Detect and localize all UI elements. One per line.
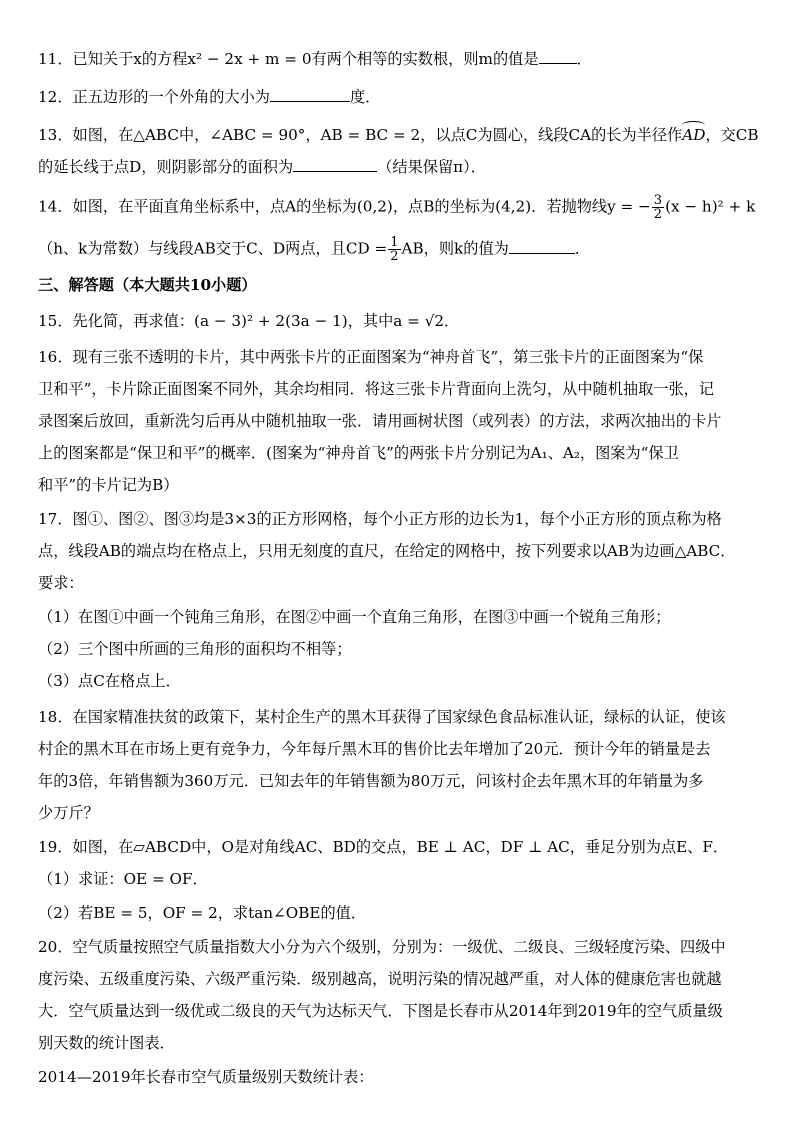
question-19-line-1: 19．如图，在▱ABCD中，O是对角线AC、BD的交点，BE ⊥ AC，DF ⊥ AC，垂足分别为点E、F． xyxy=(38,838,729,856)
question-17-line-4: （1）在图①中画一个钝角三角形，在图②中画一个直角三角形，在图③中画一个锐角三角形； xyxy=(38,608,671,626)
question-16-line-3: 录图案后放回，重新洗匀后再从中随机抽取一张．请用画树状图（或列表）的方法，求两次抽出的卡片 xyxy=(38,412,722,430)
question-16-line-4: 上的图案都是“保卫和平”的概率．(图案为“神舟首飞”的两张卡片分别记为A₁、A₂，图案为“保卫 xyxy=(38,444,679,462)
section-3-heading: 三、解答题（本大题共10小题） xyxy=(38,276,257,294)
answer-blank xyxy=(539,49,577,64)
question-13-line-1: 13．如图，在△ABC中，∠ABC = 90°，AB = BC = 2，以点C为圆心，线段CA的长为半径作AD，交CB xyxy=(38,126,759,144)
question-14-line-2: （h、k为常数）与线段AB交于C、D两点，且CD = $\frac{1}{2}$ AB，则k的值为 ． xyxy=(38,235,591,264)
arc-ad: AD xyxy=(682,126,706,144)
question-17-line-3: 要求： xyxy=(38,574,84,592)
question-16-line-1: 16．现有三张不透明的卡片，其中两张卡片的正面图案为“神舟首飞”，第三张卡片的正面图案为“保 xyxy=(38,348,704,366)
question-20-line-1: 20．空气质量按照空气质量指数大小分为六个级别，分别为：一级优、二级良、三级轻度污染、四级中 xyxy=(38,938,726,956)
fraction: $\frac{3}{2}$ xyxy=(653,193,663,222)
question-18-line-2: 村企的黑木耳在市场上更有竞争力，今年每斤黑木耳的售价比去年增加了20元．预计今年的销量是去 xyxy=(38,740,711,758)
question-18-line-4: 少万斤？ xyxy=(38,804,99,822)
question-17-line-2: 点，线段AB的端点均在格点上，只用无刻度的直尺，在给定的网格中，按下列要求以AB为边画△ABC． xyxy=(38,542,736,560)
question-20-line-4: 别天数的统计图表． xyxy=(38,1034,175,1052)
question-13-line-2: 的延长线于点D，则阴影部分的面积为 （结果保留π）． xyxy=(38,158,486,176)
question-19-line-2: （1）求证：OE = OF． xyxy=(38,870,208,888)
question-20-line-2: 度污染、五级重度污染、六级严重污染．级别越高，说明污染的情况越严重，对人体的健康危害也就越 xyxy=(38,970,722,988)
question-19-line-3: （2）若BE = 5，OF = 2，求tan∠OBE的值． xyxy=(38,904,367,922)
question-14-line-1: 14．如图，在平面直角坐标系中，点A的坐标为(0,2)，点B的坐标为(4,2)．若抛物线y = − $\frac{3}{2}$ (x − h)² + k xyxy=(38,193,756,222)
question-17-line-5: （2）三个图中所画的三角形的面积均不相等； xyxy=(38,640,352,658)
question-20-table-caption: 2014—2019年长春市空气质量级别天数统计表： xyxy=(38,1068,374,1086)
question-17-line-6: （3）点C在格点上． xyxy=(38,672,181,690)
question-12: 12．正五边形的一个外角的大小为 度． xyxy=(38,88,381,106)
question-16-line-5: 和平”的卡片记为B） xyxy=(38,476,179,494)
fraction: $\frac{1}{2}$ xyxy=(390,235,399,264)
question-15: 15．先化简，再求值：(a − 3)² + 2(3a − 1)，其中a = √2． xyxy=(38,312,460,330)
question-20-line-3: 大．空气质量达到一级优或二级良的天气为达标天气．下图是长春市从2014年到2019年的空气质量级 xyxy=(38,1002,723,1020)
answer-blank xyxy=(270,87,350,102)
question-18-line-1: 18．在国家精准扶贫的政策下，某村企生产的黑木耳获得了国家绿色食品标准认证，绿标的认证，使该 xyxy=(38,708,726,726)
question-17-line-1: 17．图①、图②、图③均是3×3的正方形网格，每个小正方形的边长为1，每个小正方形的顶点称为格 xyxy=(38,510,722,528)
answer-blank xyxy=(509,239,575,254)
question-11: 11．已知关于x的方程x² − 2x + m = 0有两个相等的实数根，则m的值是 ． xyxy=(38,50,592,68)
question-18-line-3: 年的3倍，年销售额为360万元．已知去年的年销售额为80万元，问该村企去年黑木耳的年销量为多 xyxy=(38,772,704,790)
question-16-line-2: 卫和平”，卡片除正面图案不同外，其余均相同．将这三张卡片背面向上洗匀，从中随机抽取一张，记 xyxy=(38,380,715,398)
answer-blank xyxy=(293,157,377,172)
